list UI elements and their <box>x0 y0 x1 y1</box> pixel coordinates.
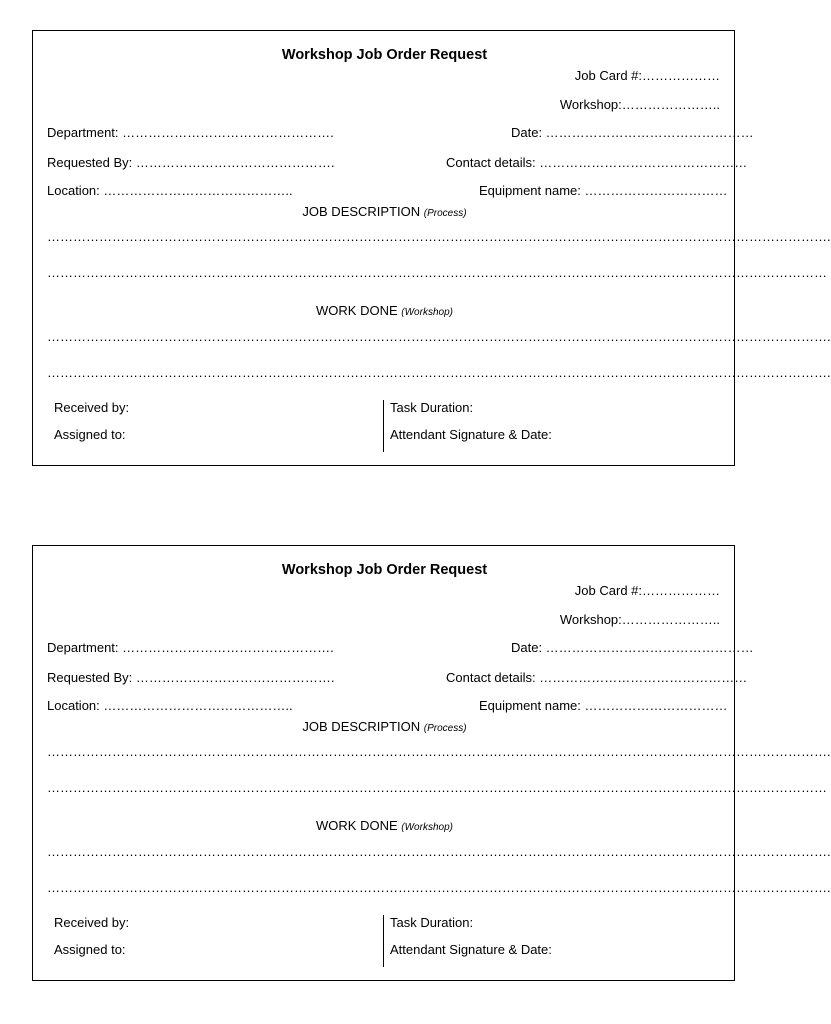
assigned-to-label: Assigned to: <box>54 427 126 442</box>
job-description-label: JOB DESCRIPTION <box>302 719 421 734</box>
received-by-label: Received by: <box>54 400 130 415</box>
job-order-form <box>32 30 831 466</box>
work-done-heading <box>33 818 736 836</box>
form-title: Workshop Job Order Request <box>281 562 488 578</box>
job-description-label: JOB DESCRIPTION <box>302 204 421 219</box>
requested-by-field[interactable]: Requested By: ………………………………………. <box>47 670 335 685</box>
job-card-field[interactable]: Job Card #:……………… <box>574 583 720 598</box>
signature-divider <box>383 400 384 452</box>
date-field[interactable]: Date: ………………………………………… <box>511 640 754 655</box>
work-done-line[interactable]: ………………………………………………………………………………………………………………………………………………………………. <box>47 365 831 380</box>
work-done-sub: (Workshop) <box>401 822 453 833</box>
job-description-line[interactable]: ………………………………………………………………………………………………………………………………………………………………. <box>47 744 831 759</box>
workshop-field[interactable]: Workshop:………………….. <box>559 97 720 112</box>
contact-details-field[interactable]: Contact details: ………………………………………… <box>446 155 748 170</box>
location-field[interactable]: Location: …………………………………….. <box>47 183 293 198</box>
job-description-sub: (Process) <box>423 208 467 219</box>
job-description-line[interactable]: ……………………………………………………………………………………………………………………………………………………………… <box>47 780 827 795</box>
job-description-line[interactable]: ……………………………………………………………………………………………………………………………………………………………… <box>47 265 827 280</box>
assigned-to-label: Assigned to: <box>54 942 126 957</box>
received-by-label: Received by: <box>54 915 130 930</box>
work-done-line[interactable]: ………………………………………………………………………………………………………………………………………………………………. <box>47 329 831 344</box>
department-field[interactable]: Department: …………………………………………. <box>47 640 334 655</box>
attendant-signature-label: Attendant Signature & Date: <box>390 942 552 957</box>
requested-by-field[interactable]: Requested By: ………………………………………. <box>47 155 335 170</box>
job-description-sub: (Process) <box>423 723 467 734</box>
job-card-field[interactable]: Job Card #:……………… <box>574 68 720 83</box>
work-done-line[interactable]: ………………………………………………………………………………………………………………………………………………………………. <box>47 844 831 859</box>
work-done-label: WORK DONE <box>316 818 398 833</box>
contact-details-field[interactable]: Contact details: ………………………………………… <box>446 670 748 685</box>
work-done-heading <box>33 303 736 321</box>
location-field[interactable]: Location: …………………………………….. <box>47 698 293 713</box>
task-duration-label: Task Duration: <box>390 400 474 415</box>
job-order-form <box>32 545 831 981</box>
form-title: Workshop Job Order Request <box>281 47 488 63</box>
task-duration-label: Task Duration: <box>390 915 474 930</box>
work-done-sub: (Workshop) <box>401 307 453 318</box>
signature-divider <box>383 915 384 967</box>
work-done-line[interactable]: ………………………………………………………………………………………………………………………………………………………………. <box>47 880 831 895</box>
job-description-heading <box>33 719 736 737</box>
department-field[interactable]: Department: …………………………………………. <box>47 125 334 140</box>
job-description-heading <box>33 204 736 222</box>
workshop-field[interactable]: Workshop:………………….. <box>559 612 720 627</box>
equipment-name-field[interactable]: Equipment name: …………………………… <box>479 698 728 713</box>
job-description-line[interactable]: ………………………………………………………………………………………………………………………………………………………………. <box>47 229 831 244</box>
equipment-name-field[interactable]: Equipment name: …………………………… <box>479 183 728 198</box>
work-done-label: WORK DONE <box>316 303 398 318</box>
date-field[interactable]: Date: ………………………………………… <box>511 125 754 140</box>
attendant-signature-label: Attendant Signature & Date: <box>390 427 552 442</box>
